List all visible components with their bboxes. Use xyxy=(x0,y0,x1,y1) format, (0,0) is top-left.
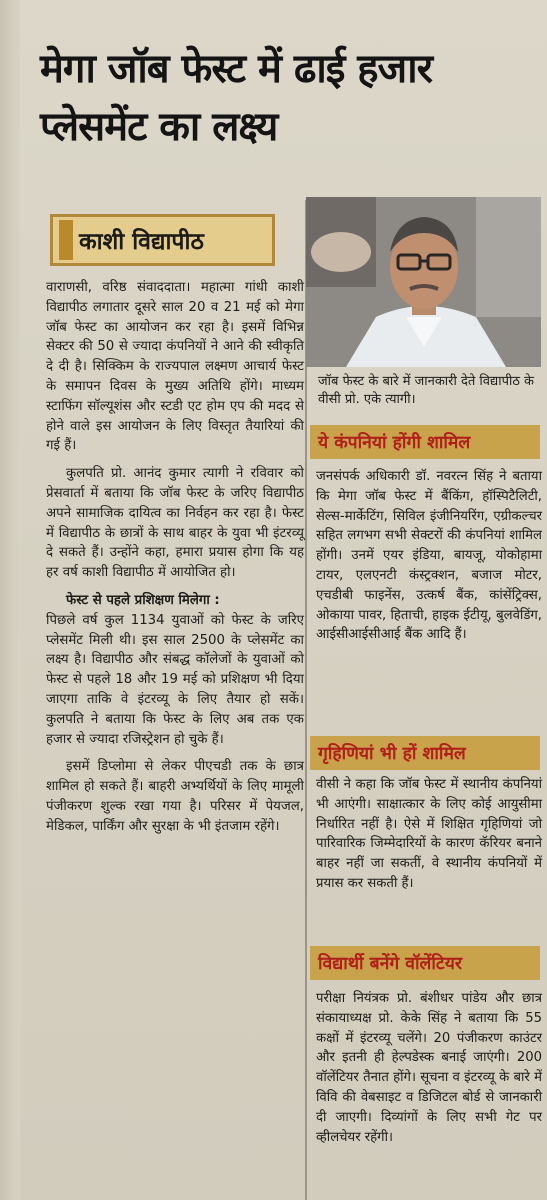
left-column xyxy=(46,278,304,837)
kicker-label: काशी विद्यापीठ xyxy=(79,229,204,255)
section-heading-volunteers-label: विद्यार्थी बनेंगे वॉलेंटियर xyxy=(318,954,463,974)
section-kicker xyxy=(50,214,275,266)
section-heading-housewives-label: गृहिणियां भी हों शामिल xyxy=(318,744,466,764)
portrait-illustration xyxy=(306,197,541,367)
kicker-bar xyxy=(59,220,73,260)
section-heading-companies-label: ये कंपनियां होंगी शामिल xyxy=(318,433,471,453)
photo-caption: जॉब फेस्ट के बारे में जानकारी देते विद्यापीठ के वीसी प्रो. एके त्यागी। xyxy=(318,374,535,407)
section-heading-volunteers xyxy=(310,946,540,980)
headline: मेगा जॉब फेस्ट में ढाई हजार प्लेसमेंट का लक्ष्य xyxy=(40,46,432,150)
section-heading-housewives xyxy=(310,736,540,770)
page-fold-shadow xyxy=(0,0,20,1200)
paragraph-4: इसमें डिप्लोमा से लेकर पीएचडी तक के छात्र शामिल हो सकते हैं। बाहरी अभ्यर्थियों के लिए मामूली पंजीकरण शुल्क रखा गया है। परिसर में पेयजल, मेडिकल, पार्किंग और सुरक्षा के भी इंतजाम रहेंगे। xyxy=(46,759,304,834)
section-body-companies xyxy=(316,467,542,645)
top-edge-strip xyxy=(20,0,547,22)
portrait-photo xyxy=(306,197,541,367)
section-body-volunteers xyxy=(316,989,542,1147)
housewives-text: वीसी ने कहा कि जॉब फेस्ट में स्थानीय कंपनियां भी आएंगी। साक्षात्कार के लिए कोई आयुसीमा निर्धारित नहीं है। ऐसे में शिक्षित गृहिणियां जो पारिवारिक जिम्मेदारियों के कारण कॅरियर बनाने बाहर नहीं जा सकतीं, वे स्थानीय कंपनियों में प्रयास कर सकती हैं। xyxy=(316,777,542,891)
volunteers-text: परीक्षा नियंत्रक प्रो. बंशीधर पांडेय और छात्र संकायाध्यक्ष प्रो. केके सिंह ने बताया कि 55 कक्षों में इंटरव्यू चलेंगे। 20 पंजीकरण काउंटर और इतनी ही हेल्पडेस्क बनाई जाएंगी। 200 वॉलेंटियर तैनात होंगे। सूचना व इंटरव्यू के बारे में विवि की वेबसाइट व डिजिटल बोर्ड से जानकारी दी जाएगी। दिव्यांगों के लिए सभी गेट पर व्हीलचेयर रहेंगी। xyxy=(316,991,542,1145)
section-body-housewives xyxy=(316,775,542,894)
paragraph-3: पिछले वर्ष कुल 1134 युवाओं को फेस्ट के जरिए प्लेसमेंट मिली थी। इस साल 2500 के प्लेसमेंट का लक्ष्य है। विद्यापीठ और संबद्ध कॉलेजों के युवाओं को फेस्ट से पहले 18 और 19 मई को प्रशिक्षण भी दिया जाएगा ताकि वे इंटरव्यू के लिए तैयार हो सकें। कुलपति ने बताया कि फेस्ट के लिए अब तक एक हजार से ज्यादा रजिस्ट्रेशन हो चुके हैं। xyxy=(46,612,304,747)
paragraph-1: वाराणसी, वरिष्ठ संवाददाता। महात्मा गांधी काशी विद्यापीठ लगातार दूसरे साल 20 व 21 मई को मेगा जॉब फेस्ट का आयोजन कर रहा है। इसमें विभिन्न सेक्टर की 50 से ज्यादा कंपनियों ने आने की स्वीकृति दे दी है। सिक्किम के राज्यपाल लक्ष्मण आचार्य फेस्ट के समापन दिवस के मुख्य अतिथि होंगे। माध्यम स्टाफिंग सॉल्यूशंस और स्टडी एट होम एप की मदद से होने वाले इस आयोजन के लिए विस्तृत तैयारियां की गई हैं। xyxy=(46,280,304,454)
subheading-training: फेस्ट से पहले प्रशिक्षण मिलेगा : xyxy=(66,592,220,608)
section-heading-companies xyxy=(310,425,540,459)
companies-text: जनसंपर्क अधिकारी डॉ. नवरत्न सिंह ने बताया कि मेगा जॉब फेस्ट में बैंकिंग, हॉस्पिटैलिटी, सेल्स-मार्केटिंग, सिविल इंजीनियरिंग, एग्रीकल्चर सहित लगभग सभी सेक्टरों की कंपनियां शामिल होंगी। उनमें एयर इंडिया, बायजू, योकोहामा टायर, एलएनटी कंस्ट्रक्शन, बजाज मोटर, एचडीबी फाइनेंस, उत्कर्ष बैंक, कांसेंट्रिक्स, ओकाया पावर, हिताची, हाइक ईटीयू, बुलवेडिंग, आईसीआईसीआई बैंक आदि हैं। xyxy=(316,469,542,643)
paragraph-2: कुलपति प्रो. आनंद कुमार त्यागी ने रविवार को प्रेसवार्ता में बताया कि जॉब फेस्ट के जरिए विद्यापीठ अपने सामाजिक दायित्व का निर्वहन कर रहा है। फेस्ट में विद्यापीठ के छात्रों के साथ बाहर के युवा भी इंटरव्यू दे सकते हैं। उन्होंने कहा, हमारा प्रयास होगा कि यह हर वर्ष काशी विद्यापीठ में आयोजित हो। xyxy=(46,466,304,581)
